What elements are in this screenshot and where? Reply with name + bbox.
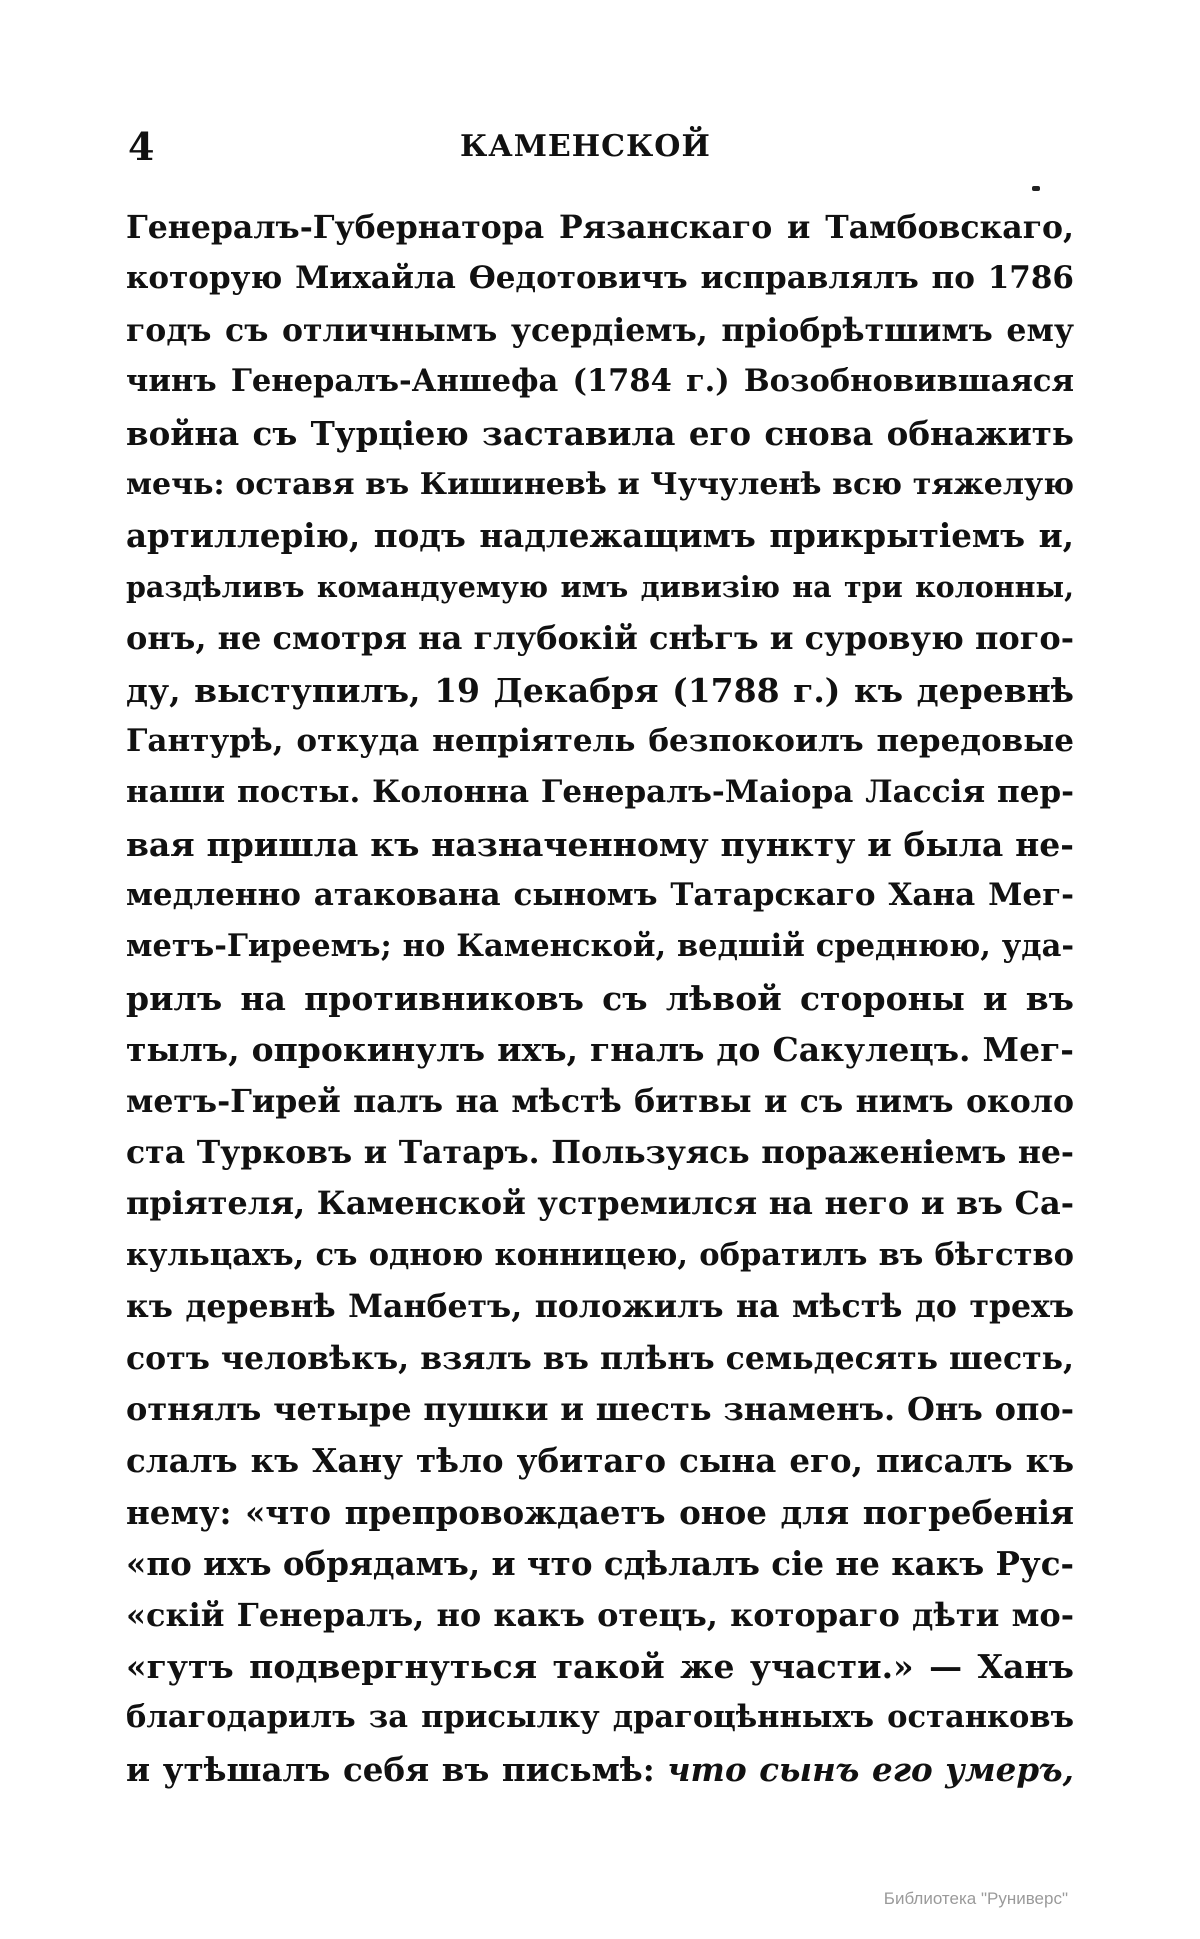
text-line: медленно атакована сыномъ Татарскаго Хана Мег- <box>126 877 1074 914</box>
text-line: «по ихъ обрядамъ, и что сдѣлалъ сіе не какъ Рус- <box>126 1544 1074 1584</box>
text-line: наши посты. Колонна Генералъ-Маіора Лассія пер- <box>126 774 1074 811</box>
text-line: вая пришла къ назначенному пункту и была не- <box>126 824 1074 864</box>
text-line: рилъ на противниковъ съ лѣвой стороны и въ <box>126 978 1074 1018</box>
page-number: 4 <box>128 124 155 169</box>
library-watermark: Библиотека "Руниверс" <box>883 1889 1068 1908</box>
text-line: чинъ Генералъ-Аншефа (1784 г.) Возобновившаяся <box>126 363 1074 400</box>
text-line: годъ съ отличнымъ усердіемъ, пріобрѣтшимъ ему <box>126 311 1074 349</box>
text-line: нему: «что препровождаетъ оное для погребенія <box>126 1492 1074 1532</box>
text-line: «гутъ подвергнуться такой же участи.» — Ханъ <box>126 1646 1074 1686</box>
text-line-roman: и утѣшалъ себя въ письмѣ: <box>126 1749 655 1789</box>
text-line: кульцахъ, съ одною конницею, обратилъ въ бѣгство <box>126 1236 1074 1273</box>
running-title: КАМЕНСКОЙ <box>460 129 711 164</box>
text-line: ду, выступилъ, 19 Декабря (1788 г.) къ деревнѣ <box>126 670 1074 710</box>
body-text <box>126 202 1074 1795</box>
text-line: онъ, не смотря на глубокій снѣгъ и суровую пого- <box>126 619 1074 658</box>
text-line: артиллерію, подъ надлежащимъ прикрытіемъ и, <box>126 516 1074 556</box>
text-line: тылъ, опрокинулъ ихъ, гналъ до Сакулецъ. Мег- <box>126 1030 1074 1070</box>
text-line: раздѣливъ командуемую имъ дивизію на три колонны, <box>126 569 1074 604</box>
text-line-italic: что сынъ его умеръ, <box>667 1749 1074 1789</box>
text-line: метъ-Гирей палъ на мѣстѣ битвы и съ нимъ около <box>126 1082 1074 1120</box>
text-line: ста Турковъ и Татаръ. Пользуясь пораженіемъ не- <box>126 1134 1074 1172</box>
print-speck <box>1032 186 1040 191</box>
text-line: мечь: оставя въ Кишиневѣ и Чучуленѣ всю тяжелую <box>126 466 1074 502</box>
text-line: Гантурѣ, откуда непріятель безпокоилъ передовые <box>126 722 1074 759</box>
text-line: метъ-Гиреемъ; но Каменской, ведшій среднюю, уда- <box>126 928 1074 965</box>
text-line: къ деревнѣ Манбетъ, положилъ на мѣстѣ до трехъ <box>126 1288 1074 1326</box>
text-line: сотъ человѣкъ, взялъ въ плѣнъ семьдесять шесть, <box>126 1339 1074 1377</box>
text-line: «скій Генералъ, но какъ отецъ, котораго дѣти мо- <box>126 1595 1074 1634</box>
text-line: пріятеля, Каменской устремился на него и въ Са- <box>126 1184 1074 1223</box>
text-line: война съ Турціею заставила его снова обнажить <box>126 413 1074 453</box>
text-line: слалъ къ Хану тѣло убитаго сына его, писалъ къ <box>126 1441 1074 1481</box>
text-line: которую Михайла Өедотовичъ исправлялъ по 1786 <box>126 260 1074 297</box>
text-line: благодарилъ за присылку драгоцѣнныхъ останковъ <box>126 1699 1074 1736</box>
text-line: Генералъ-Губернатора Рязанскаго и Тамбовскаго, <box>126 209 1074 246</box>
text-line-last <box>126 1744 1074 1795</box>
text-line: отнялъ четыре пушки и шесть знаменъ. Онъ опо- <box>126 1389 1074 1428</box>
